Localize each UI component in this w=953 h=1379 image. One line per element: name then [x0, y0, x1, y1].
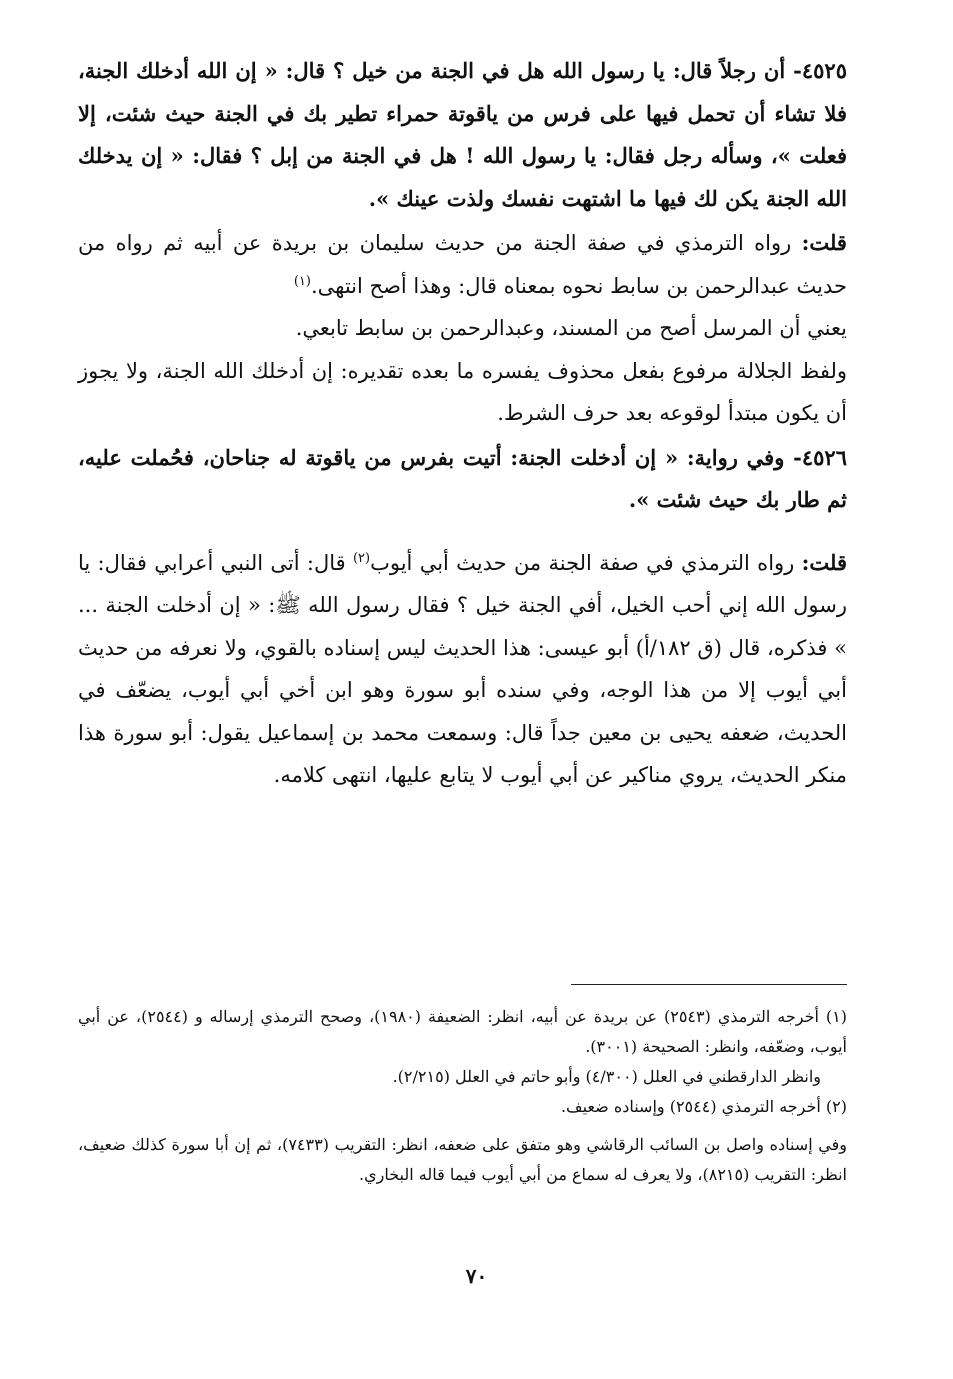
footnote-separator [571, 984, 847, 985]
footnote-2: (٢) أخرجه الترمذي (٢٥٤٤) وإسناده ضعيف. [560, 1097, 847, 1116]
hadith-4526: ٤٥٢٦- وفي رواية: « إن أدخلت الجنة: أتيت بفرس من ياقوتة له جناحان، فحُملت عليه، ثم طار بك حيث شئت ». [78, 444, 847, 512]
footnote-1: (١) أخرجه الترمذي (٢٥٤٣) عن بريدة عن أبيه، انظر: الضعيفة (١٩٨٠)، وصحح الترمذي إرساله و (٢٥٤٤)، عن أبي أيوب، وضعّفه، وانظر: الصحيحة (٣٠٠١). [78, 1007, 847, 1056]
footnote-1-continued: وانظر الدارقطني في العلل (٤/٣٠٠) وأبو حاتم في العلل (٢/٢١٥). [392, 1067, 821, 1086]
main-text [78, 50, 847, 797]
qultu-label: قلت: [801, 230, 847, 255]
qultu-text-continued: قال: أتى النبي أعرابي فقال: يا رسول الله إني أحب الخيل، أفي الجنة خيل ؟ فقال رسول الله ﷺ: « إن أدخلت الجنة ... » فذكره، قال (ق ١٨٢/أ) أبو عيسى: هذا الحديث ليس إسناده بالقوي، ولا نعرفه من حديث أبي أيوب إلا من هذا الوجه، وفي سنده أبو سورة وهو ابن أخي أبي أيوب، يضعّف في الحديث، ضعفه يحيى بن معين جداً قال: وسمعت محمد بن إسماعيل يقول: أبو سورة هذا منكر الحديث، يروي مناكير عن أبي أيوب لا يتابع عليها، انتهى كلامه. [78, 550, 847, 787]
lafz-paragraph: ولفظ الجلالة مرفوع بفعل محذوف يفسره ما بعده تقديره: إن أدخلك الله الجنة، ولا يجوز أن يكون مبتدأ لوقوعه بعد حرف الشرط. [78, 358, 847, 425]
hadith-4525: ٤٥٢٥- أن رجلاً قال: يا رسول الله هل في الجنة من خيل ؟ قال: « إن الله أدخلك الجنة، فلا تشاء أن تحمل فيها على فرس من ياقوتة حمراء تطير بك في الجنة حيث شئت، إلا فعلت »، وسأله رجل فقال: يا رسول الله ! هل في الجنة من إبل ؟ فقال: « إن يدخلك الله الجنة يكن لك فيها ما اشتهت نفسك ولذت عينك ». [78, 58, 847, 211]
qultu-paragraph-2 [78, 542, 847, 797]
page-number: ٧٠ [465, 1264, 488, 1288]
footnote-2-continued: وفي إسناده واصل بن السائب الرقاشي وهو متفق على ضعفه، انظر: التقريب (٧٤٣٣)، ثم إن أبا سورة كذلك ضعيف، انظر: التقريب (٨٢١٥)، ولا يعرف له سماع من أبي أيوب فيما قاله البخاري. [78, 1135, 847, 1184]
qultu-text: رواه الترمذي في صفة الجنة من حديث أبي أيوب [370, 550, 795, 575]
mursal-paragraph: يعني أن المرسل أصح من المسند، وعبدالرحمن بن سابط تابعي. [295, 316, 847, 340]
footnote-marker-1[interactable]: (١) [293, 273, 311, 289]
qultu-label: قلت: [801, 549, 847, 575]
footnotes [78, 1002, 847, 1190]
qultu-text: رواه الترمذي في صفة الجنة من حديث سليمان بن بريدة عن أبيه ثم رواه من حديث عبدالرحمن بن سابط نحوه بمعناه قال: وهذا أصح انتهى. [78, 231, 847, 298]
footnote-marker-2[interactable]: (٢) [352, 550, 371, 566]
qultu-paragraph-1 [78, 222, 847, 307]
